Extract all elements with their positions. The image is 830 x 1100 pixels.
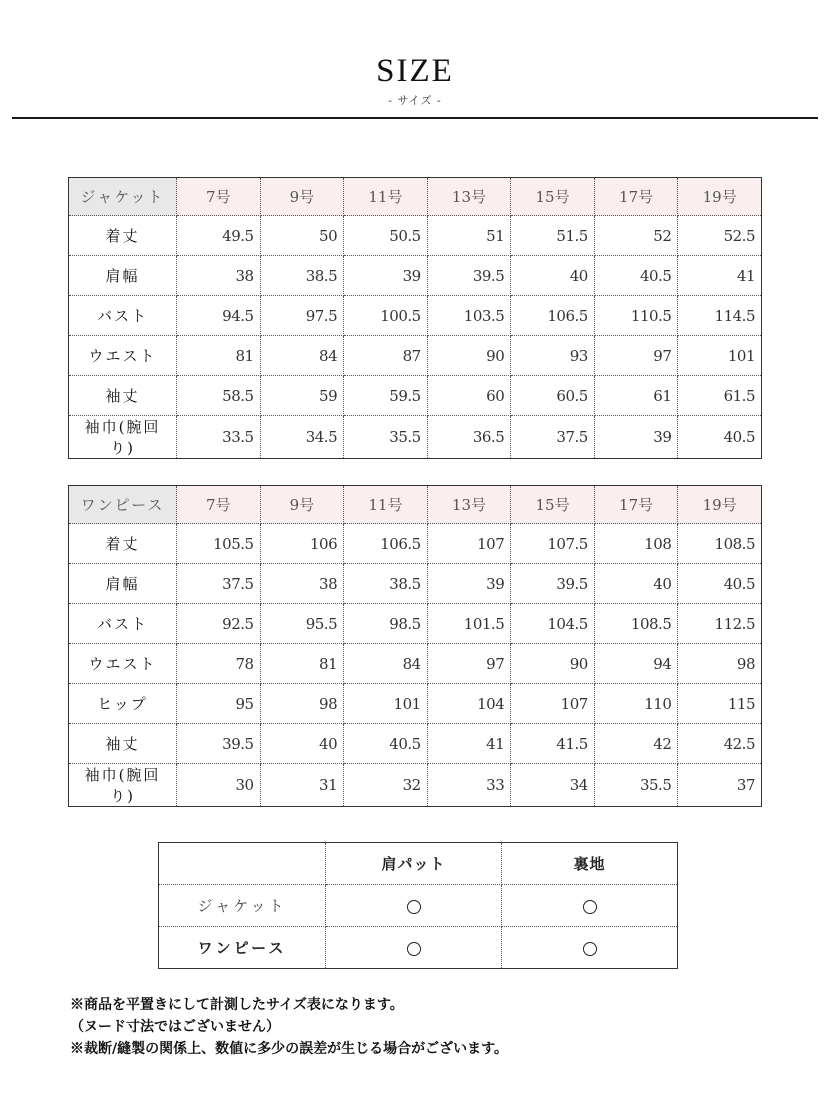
measurement-value: 61.5 <box>678 376 762 416</box>
measurement-row <box>69 604 762 644</box>
measurement-value: 94.5 <box>177 296 261 336</box>
measurement-value: 38.5 <box>344 564 428 604</box>
measurement-label: 肩幅 <box>69 256 177 296</box>
page-header <box>0 52 830 108</box>
size-header-cell: 7号 <box>177 486 261 524</box>
measurement-value: 107 <box>427 524 511 564</box>
page-subtitle: - サイズ - <box>388 94 442 107</box>
size-header-cell: 15号 <box>511 178 595 216</box>
size-header-cell: 9号 <box>260 486 344 524</box>
options-row-jacket <box>159 885 678 927</box>
measurement-value: 90 <box>427 336 511 376</box>
options-row-label: ジャケット <box>159 885 326 927</box>
measurement-value: 39.5 <box>177 724 261 764</box>
size-header-cell: 7号 <box>177 178 261 216</box>
jacket-table-name: ジャケット <box>69 178 177 216</box>
header-divider <box>12 117 818 119</box>
options-cell <box>502 885 678 927</box>
measurement-value: 95 <box>177 684 261 724</box>
measurement-value: 95.5 <box>260 604 344 644</box>
measurement-value: 100.5 <box>344 296 428 336</box>
measurement-value: 108.5 <box>678 524 762 564</box>
measurement-value: 35.5 <box>344 416 428 459</box>
measurement-value: 106 <box>260 524 344 564</box>
measurement-value: 52 <box>594 216 678 256</box>
size-header-cell: 11号 <box>344 486 428 524</box>
measurement-value: 40.5 <box>594 256 678 296</box>
measurement-value: 42.5 <box>678 724 762 764</box>
measurement-value: 37.5 <box>177 564 261 604</box>
options-header-shoulder-pad: 肩パット <box>326 843 502 885</box>
measurement-value: 98.5 <box>344 604 428 644</box>
page-title: SIZE <box>376 53 454 89</box>
measurement-label: 着丈 <box>69 216 177 256</box>
measurement-value: 41.5 <box>511 724 595 764</box>
measurement-value: 59 <box>260 376 344 416</box>
measurement-value: 97.5 <box>260 296 344 336</box>
measurement-value: 51.5 <box>511 216 595 256</box>
measurement-value: 33 <box>427 764 511 807</box>
measurement-value: 110.5 <box>594 296 678 336</box>
options-row-label: ワンピース <box>159 927 326 969</box>
measurement-label: バスト <box>69 604 177 644</box>
measurement-value: 31 <box>260 764 344 807</box>
measurement-value: 60 <box>427 376 511 416</box>
size-header-cell: 13号 <box>427 486 511 524</box>
measurement-value: 104 <box>427 684 511 724</box>
measurement-value: 35.5 <box>594 764 678 807</box>
measurement-row <box>69 376 762 416</box>
size-header-cell: 17号 <box>594 178 678 216</box>
measurement-value: 40 <box>260 724 344 764</box>
notes <box>70 994 508 1060</box>
note-line: （ヌード寸法ではございません） <box>70 1019 280 1035</box>
measurement-value: 50.5 <box>344 216 428 256</box>
measurement-value: 34.5 <box>260 416 344 459</box>
options-cell <box>326 885 502 927</box>
measurement-value: 81 <box>177 336 261 376</box>
measurement-value: 98 <box>678 644 762 684</box>
measurement-value: 84 <box>260 336 344 376</box>
available-circle-icon <box>407 942 421 956</box>
options-row-onepiece <box>159 927 678 969</box>
measurement-row <box>69 724 762 764</box>
measurement-label: 袖巾(腕回り) <box>69 416 177 459</box>
measurement-value: 40 <box>511 256 595 296</box>
note-line: ※裁断/縫製の関係上、数値に多少の誤差が生じる場合がございます。 <box>70 1041 508 1057</box>
measurement-value: 37.5 <box>511 416 595 459</box>
measurement-value: 37 <box>736 776 755 794</box>
measurement-value: 52.5 <box>678 216 762 256</box>
measurement-label: 袖巾(腕回り) <box>69 764 177 807</box>
measurement-value: 106.5 <box>344 524 428 564</box>
measurement-value: 114.5 <box>678 296 762 336</box>
measurement-value: 101.5 <box>427 604 511 644</box>
measurement-value: 61 <box>594 376 678 416</box>
onepiece-header-row <box>69 486 762 524</box>
measurement-row <box>69 216 762 256</box>
measurement-value: 97 <box>594 336 678 376</box>
measurement-value: 40.5 <box>723 428 755 446</box>
onepiece-size-table <box>68 485 762 807</box>
measurement-value: 39 <box>594 416 678 459</box>
measurement-label: バスト <box>69 296 177 336</box>
measurement-value: 97 <box>427 644 511 684</box>
measurement-row <box>69 764 762 807</box>
measurement-value: 40.5 <box>344 724 428 764</box>
options-cell <box>502 927 678 969</box>
options-header-lining: 裏地 <box>502 843 678 885</box>
measurement-label: 着丈 <box>69 524 177 564</box>
available-circle-icon <box>583 900 597 914</box>
measurement-value: 39.5 <box>511 564 595 604</box>
options-header-row <box>159 843 678 885</box>
measurement-value: 115 <box>678 684 762 724</box>
measurement-value: 81 <box>260 644 344 684</box>
jacket-header-row <box>69 178 762 216</box>
size-header-cell: 11号 <box>344 178 428 216</box>
note-line: ※商品を平置きにして計測したサイズ表になります。 <box>70 997 404 1013</box>
measurement-value: 59.5 <box>344 376 428 416</box>
measurement-label: 袖丈 <box>69 724 177 764</box>
measurement-label: ウエスト <box>69 644 177 684</box>
measurement-value: 34 <box>511 764 595 807</box>
measurement-value: 40 <box>594 564 678 604</box>
measurement-value: 39 <box>344 256 428 296</box>
measurement-value: 106.5 <box>511 296 595 336</box>
onepiece-table-body <box>69 486 762 807</box>
measurement-value: 92.5 <box>177 604 261 644</box>
measurement-row <box>69 564 762 604</box>
measurement-value: 107.5 <box>511 524 595 564</box>
size-header-cell: 19号 <box>678 486 762 524</box>
onepiece-table-name: ワンピース <box>69 486 177 524</box>
measurement-value: 38 <box>177 256 261 296</box>
measurement-value: 101 <box>344 684 428 724</box>
available-circle-icon <box>583 942 597 956</box>
measurement-value: 33.5 <box>177 416 261 459</box>
measurement-value: 40.5 <box>678 564 762 604</box>
measurement-value: 38 <box>260 564 344 604</box>
measurement-value: 108.5 <box>594 604 678 644</box>
size-header-cell: 9号 <box>260 178 344 216</box>
measurement-value: 104.5 <box>511 604 595 644</box>
measurement-value: 39 <box>427 564 511 604</box>
measurement-value: 42 <box>594 724 678 764</box>
measurement-value: 38.5 <box>260 256 344 296</box>
measurement-value: 107 <box>511 684 595 724</box>
measurement-value: 32 <box>344 764 428 807</box>
jacket-size-table <box>68 177 762 459</box>
measurement-row <box>69 524 762 564</box>
measurement-value: 103.5 <box>427 296 511 336</box>
measurement-value: 112.5 <box>678 604 762 644</box>
measurement-value: 98 <box>260 684 344 724</box>
measurement-value: 101 <box>678 336 762 376</box>
measurement-value: 108 <box>594 524 678 564</box>
jacket-table-body <box>69 178 762 459</box>
measurement-value: 41 <box>678 256 762 296</box>
measurement-label: 袖丈 <box>69 376 177 416</box>
measurement-row <box>69 644 762 684</box>
measurement-value: 39.5 <box>427 256 511 296</box>
measurement-value: 36.5 <box>427 416 511 459</box>
options-cell <box>326 927 502 969</box>
available-circle-icon <box>407 900 421 914</box>
measurement-value: 84 <box>344 644 428 684</box>
measurement-value: 93 <box>511 336 595 376</box>
measurement-value: 49.5 <box>177 216 261 256</box>
measurement-value: 41 <box>427 724 511 764</box>
measurement-value: 87 <box>344 336 428 376</box>
measurement-value: 50 <box>260 216 344 256</box>
measurement-value: 90 <box>511 644 595 684</box>
measurement-label: ウエスト <box>69 336 177 376</box>
measurement-row <box>69 256 762 296</box>
measurement-row <box>69 416 762 459</box>
size-header-cell: 13号 <box>427 178 511 216</box>
measurement-value: 60.5 <box>511 376 595 416</box>
measurement-row <box>69 336 762 376</box>
size-header-cell: 19号 <box>678 178 762 216</box>
measurement-value: 94 <box>594 644 678 684</box>
measurement-row <box>69 684 762 724</box>
measurement-row <box>69 296 762 336</box>
options-corner-cell <box>159 843 326 885</box>
measurement-value: 105.5 <box>177 524 261 564</box>
measurement-value: 110 <box>594 684 678 724</box>
measurement-value: 51 <box>427 216 511 256</box>
size-header-cell: 15号 <box>511 486 595 524</box>
measurement-value: 30 <box>177 764 261 807</box>
measurement-value: 58.5 <box>177 376 261 416</box>
measurement-label: 肩幅 <box>69 564 177 604</box>
measurement-label: ヒップ <box>69 684 177 724</box>
options-table <box>158 842 678 969</box>
measurement-value: 78 <box>177 644 261 684</box>
size-header-cell: 17号 <box>594 486 678 524</box>
